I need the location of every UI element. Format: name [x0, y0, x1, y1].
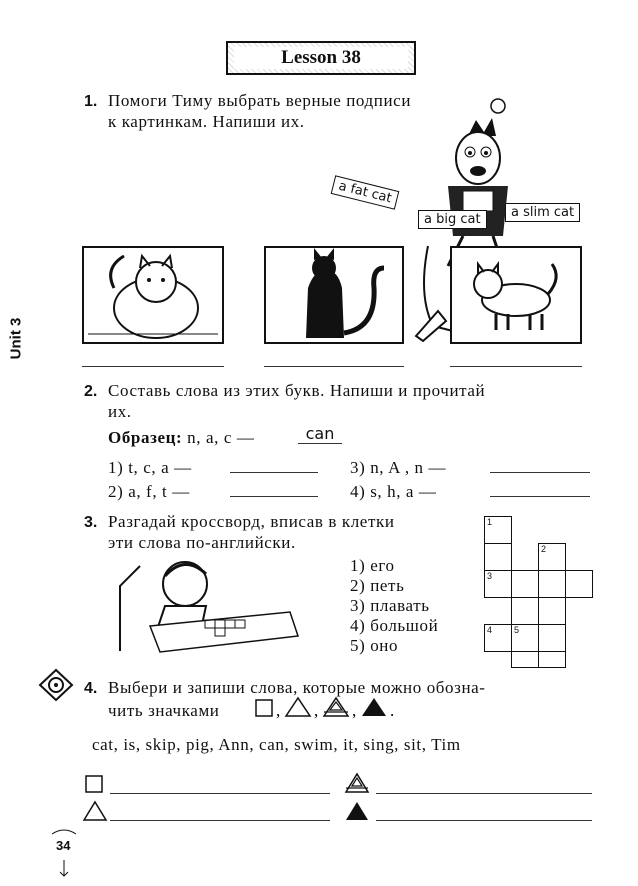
- ex2-item-3: 3) n, A , n —: [350, 458, 447, 477]
- ex3-word-1: 1) его: [350, 556, 395, 575]
- crossword-grid: [484, 516, 596, 668]
- sample-letters: n, a, c —: [187, 428, 255, 447]
- ex4-number: 4.: [84, 680, 98, 697]
- ex2-answer-2[interactable]: [230, 496, 318, 497]
- svg-text:,: ,: [352, 701, 357, 720]
- big-cat-picture: [450, 246, 582, 344]
- triangle-icon: [82, 800, 108, 822]
- crossword-cell[interactable]: [484, 570, 512, 598]
- ex3-word-5: 5) оно: [350, 636, 399, 655]
- ex3-word-3: 3) плавать: [350, 596, 430, 615]
- ex3-instruction-line1: Разгадай кроссворд, вписав в клетки: [108, 512, 395, 531]
- ex3-instruction-line2: эти слова по-английски.: [108, 533, 296, 552]
- filled-triangle-answer-line[interactable]: [376, 820, 592, 821]
- crossword-cell[interactable]: [484, 516, 512, 544]
- cell-number-4: 4: [487, 625, 493, 635]
- ex2-answer-1[interactable]: [230, 472, 318, 473]
- ex2-answer-4[interactable]: [490, 496, 590, 497]
- crossword-cell[interactable]: [511, 597, 539, 625]
- filled-triangle-icon: [344, 800, 370, 822]
- mascot-icon: [38, 668, 74, 702]
- cell-number-5: 5: [514, 625, 520, 635]
- ex2-item-4: 4) s, h, a —: [350, 482, 437, 501]
- lesson-title: Lesson 38: [234, 47, 408, 69]
- ex1-instruction-line1: Помоги Тиму выбрать верные подписи: [108, 91, 412, 110]
- ex1-number: 1.: [84, 93, 98, 110]
- ex3-word-4: 4) большой: [350, 616, 439, 635]
- ex2-number: 2.: [84, 383, 98, 400]
- triangle-answer-line[interactable]: [110, 820, 330, 821]
- ex2-instruction-line2: их.: [108, 402, 132, 421]
- crossword-cell[interactable]: [511, 624, 539, 652]
- cell-number-1: 1: [487, 517, 493, 527]
- ex3-word-2: 2) петь: [350, 576, 405, 595]
- cell-number-2: 2: [541, 544, 547, 554]
- square-answer-line[interactable]: [110, 793, 330, 794]
- crossword-cell[interactable]: [511, 570, 539, 598]
- sample-label: Образец:: [108, 428, 183, 447]
- crossword-cell[interactable]: [511, 651, 539, 668]
- crossword-cell[interactable]: [538, 543, 566, 571]
- page-number: 34: [56, 838, 71, 853]
- ex4-instruction-line1: Выбери и запиши слова, которые можно обозна-: [108, 678, 486, 697]
- sample-answer: can: [298, 424, 342, 444]
- ex3-number: 3.: [84, 514, 98, 531]
- crossword-cell[interactable]: [538, 597, 566, 625]
- svg-text:,: ,: [276, 701, 281, 720]
- unit-tab: [4, 288, 28, 388]
- svg-text:,: ,: [314, 701, 319, 720]
- slim-cat-picture: [264, 246, 404, 344]
- square-icon: [84, 774, 106, 794]
- crossed-triangle-answer-line[interactable]: [376, 793, 592, 794]
- cell-number-3: 3: [487, 571, 493, 581]
- ex1-answer-line-2[interactable]: [264, 366, 404, 367]
- crossed-triangle-icon: [344, 772, 370, 794]
- ex4-symbols: [252, 694, 422, 722]
- lesson-title-box: [226, 41, 416, 75]
- crossword-cell[interactable]: [565, 570, 593, 598]
- ex4-word-list: cat, is, skip, pig, Ann, can, swim, it, sing, sit, Tim: [92, 735, 461, 754]
- crossword-cell[interactable]: [538, 570, 566, 598]
- ex1-answer-line-3[interactable]: [450, 366, 582, 367]
- card-slim-cat: a slim cat: [505, 203, 580, 222]
- unit-label: Unit 3: [7, 317, 25, 359]
- girl-writing-illustration: [110, 556, 300, 656]
- card-fat-cat: a fat cat: [331, 175, 400, 209]
- ex4-instruction-line2: чить значками: [108, 701, 220, 720]
- card-big-cat: a big cat: [418, 210, 487, 229]
- ex2-item-2: 2) a, f, t —: [108, 482, 190, 501]
- ex1-answer-line-1[interactable]: [82, 366, 224, 367]
- ex2-item-1: 1) t, c, a —: [108, 458, 192, 477]
- fat-cat-picture: [82, 246, 224, 344]
- ex2-answer-3[interactable]: [490, 472, 590, 473]
- crossword-cell[interactable]: [538, 651, 566, 668]
- crossword-cell[interactable]: [484, 624, 512, 652]
- crossword-cell[interactable]: [484, 543, 512, 571]
- ex2-sample-row: [108, 428, 254, 448]
- ex2-instruction-line1: Составь слова из этих букв. Напиши и прочитай: [108, 381, 486, 400]
- svg-text:.: .: [390, 701, 395, 720]
- crossword-cell[interactable]: [538, 624, 566, 652]
- ex1-instruction-line2: к картинкам. Напиши их.: [108, 112, 305, 131]
